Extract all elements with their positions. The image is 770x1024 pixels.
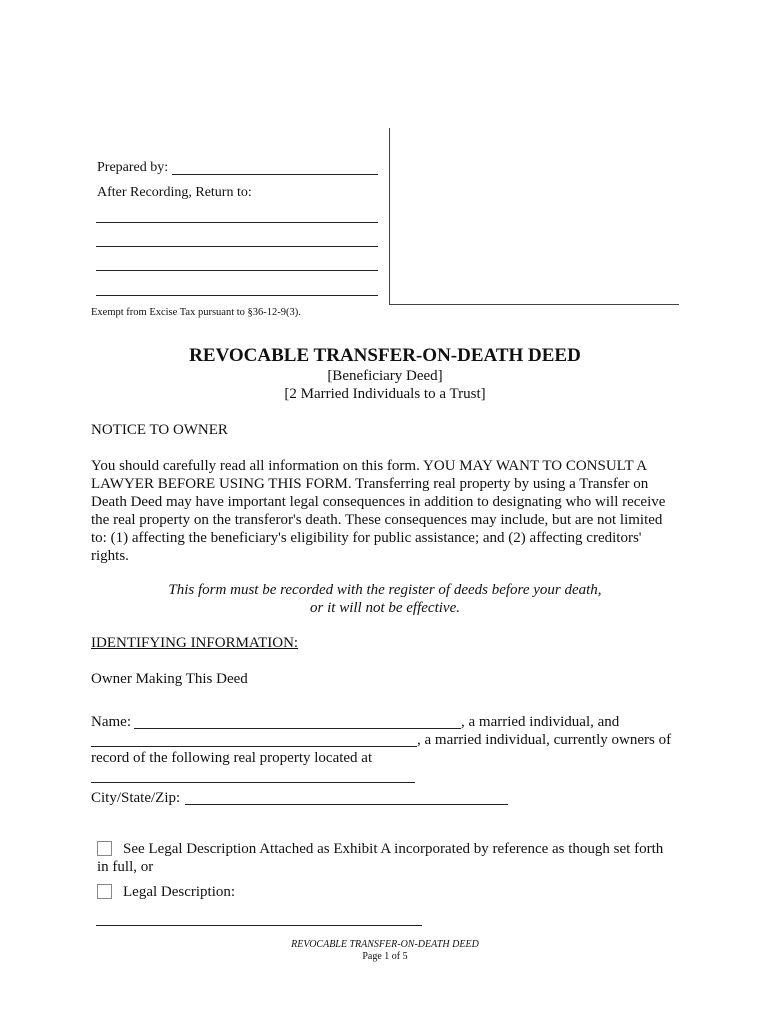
exhibit-a-text-line-2: in full, or [97, 859, 154, 875]
return-address-line-1[interactable] [96, 222, 378, 223]
notice-line: Death Deed may have important legal consequences in addition to designating who will receive [91, 494, 666, 510]
married-individual-owners: , a married individual, currently owners of [417, 732, 672, 748]
after-recording-label: After Recording, Return to: [97, 185, 252, 200]
property-location-field[interactable] [91, 782, 415, 783]
recording-warning-line-2: or it will not be effective. [310, 600, 460, 616]
notice-line: the real property on the transferor's death. These consequences may include, but are not limited [91, 512, 663, 528]
owner-name-field-2[interactable] [91, 746, 417, 747]
recording-warning-line-1: This form must be recorded with the register of deeds before your death, [168, 582, 602, 598]
legal-description-field[interactable] [96, 925, 422, 926]
deed-title: REVOCABLE TRANSFER-ON-DEATH DEED [189, 345, 581, 366]
owner-name-field-1[interactable] [134, 728, 461, 729]
notice-paragraph [91, 457, 676, 565]
name-label: Name: [91, 714, 131, 730]
legal-description-label: Legal Description: [123, 884, 236, 900]
exhibit-a-text-line-1: See Legal Description Attached as Exhibit A incorporated by reference as though set forth [123, 841, 664, 857]
return-address-line-4[interactable] [96, 295, 378, 296]
owner-heading: Owner Making This Deed [91, 671, 248, 687]
exempt-text: Exempt from Excise Tax pursuant to §36-12-9(3). [91, 307, 301, 318]
prepared-by-field[interactable] [172, 174, 378, 175]
return-address-line-3[interactable] [96, 270, 378, 271]
legal-description-checkbox[interactable] [97, 884, 112, 899]
notice-heading: NOTICE TO OWNER [91, 422, 228, 438]
married-individual-and: , a married individual, and [461, 714, 620, 730]
return-address-line-2[interactable] [96, 246, 378, 247]
recording-box-left-border [389, 128, 390, 304]
identifying-info-heading: IDENTIFYING INFORMATION: [91, 635, 299, 651]
footer-page-number: Page 1 of 5 [362, 951, 408, 962]
recording-box-bottom-border [389, 304, 679, 305]
prepared-by-label: Prepared by: [97, 160, 169, 175]
notice-line: LAWYER BEFORE USING THIS FORM. Transferring real property by using a Transfer on [91, 476, 649, 492]
city-state-zip-field[interactable] [185, 804, 508, 805]
exhibit-a-checkbox[interactable] [97, 841, 112, 856]
deed-subtitle-trust: [2 Married Individuals to a Trust] [284, 386, 486, 402]
record-line: record of the following real property located at [91, 750, 373, 766]
deed-subtitle-beneficiary: [Beneficiary Deed] [327, 368, 443, 384]
footer-doc-title: REVOCABLE TRANSFER-ON-DEATH DEED [291, 939, 479, 950]
city-state-zip-label: City/State/Zip: [91, 790, 181, 806]
notice-line: rights. [91, 548, 129, 564]
notice-line: to: (1) affecting the beneficiary's eligibility for public assistance; and (2) affecting creditors' [91, 530, 642, 546]
notice-line: You should carefully read all information on this form. YOU MAY WANT TO CONSULT A [91, 458, 648, 474]
